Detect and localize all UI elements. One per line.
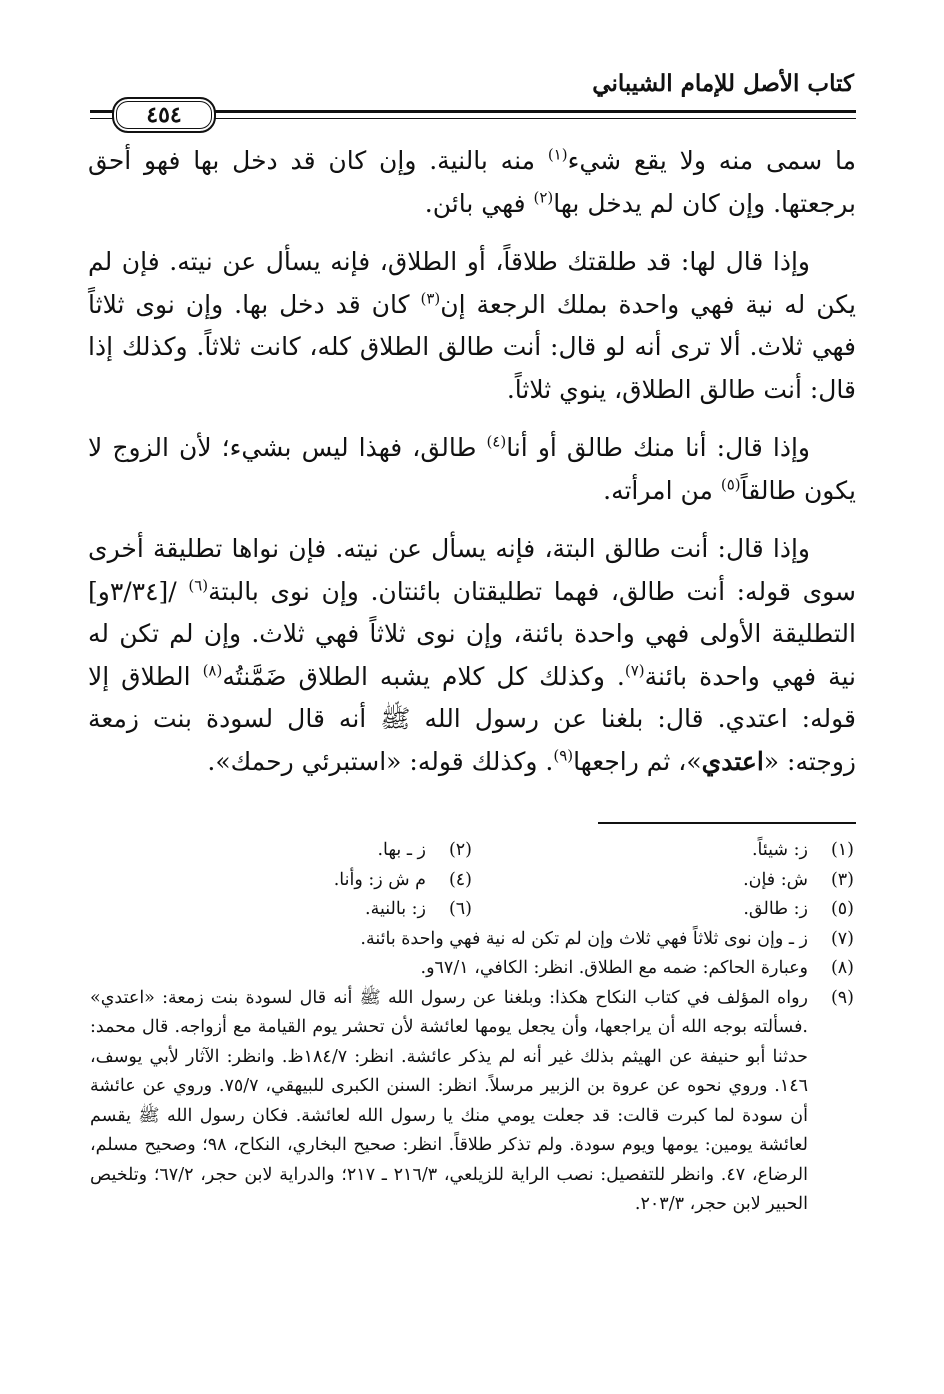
footnote-number: (٩) [830, 987, 854, 1008]
footnote-separator [598, 822, 856, 824]
footnote-8 [90, 954, 854, 984]
footnote-number: (٥) [830, 899, 854, 919]
footnote-ref: (٨) [202, 661, 223, 680]
footnote-7 [90, 925, 854, 955]
footnote-text: ش: فإن. [743, 869, 808, 890]
text-run: وإذا قال: أنت طالق البتة، فإنه يسأل عن نيته. فإن نواها تطليقة أخرى سوى قوله: أنت طالق، فهما تطليقتان بائنتان. وإن نوى بالبتة [88, 534, 856, 606]
text-run: ما سمى منه ولا يقع شيء [567, 146, 856, 175]
footnote-ref: (٢) [533, 188, 554, 207]
footnote-ref: (٦) [188, 576, 209, 595]
footnote-number: (١) [830, 840, 854, 860]
paragraph-4 [88, 528, 856, 783]
footnote-ref: (٩) [553, 746, 574, 765]
footnote-number: (٧) [830, 928, 854, 949]
footnote-ref: (١) [547, 145, 568, 164]
main-text [88, 140, 856, 799]
bold-quote: اعتدي [701, 746, 764, 776]
footnote-text: ز: طالق. [743, 899, 808, 919]
footnote-2 [90, 836, 472, 866]
footnote-number: (٢) [448, 840, 472, 860]
text-run: »، ثم راجعها [573, 746, 702, 776]
text-run: وإذا قال لها: قد طلقتك طلاقاً، أو الطلاق، فإنه يسأل عن نيته. فإن لم يكن له نية فهي واحدة بملك الرجعة إن [88, 247, 856, 319]
footnote-number: (٦) [448, 899, 472, 919]
footnote-6 [90, 895, 472, 925]
page-number: ٤٥٤ [146, 102, 182, 128]
text-run: طالق، فهذا ليس بشيء؛ لأن الزوج لا يكون طالقاً [88, 433, 856, 505]
footnote-text: رواه المؤلف في كتاب النكاح هكذا: وبلغنا عن رسول الله ﷺ أنه قال لسودة بنت زمعة: «اعتدي» .فسألته بوجه الله أن يراجعها، وأن يجعل يومها لعائشة لأن تحشر يوم القيامة مع أزواجه. قال محمد: حدثنا أبو حنيفة عن الهيثم بذلك غير أنه لم يذكر عائشة. انظر: ١٨٤/٧ظ. وانظر: الآثار لأبي يوسف، ١٤٦. وروي نحوه عن عروة بن الزبير مرسلاً. انظر: السنن الكبرى للبيهقي، ٧٥/٧. وروي عن عائشة أن سودة لما كبرت قالت: قد جعلت يومي منك يا رسول الله لعائشة. فكان رسول الله ﷺ يقسم لعائشة يومين: يومها ويوم سودة. ولم تذكر طلاقاً. انظر: صحيح البخاري، النكاح، ٩٨؛ وصحيح مسلم، الرضاع، ٤٧. وانظر للتفصيل: نصب الراية للزيلعي، ٢١٦/٣ ـ ٢١٧؛ والدراية لابن حجر، ٦٧/٢؛ وتلخيص الحبير لابن حجر، ٢٠٣/٣. [90, 987, 809, 1214]
text-run: . وكذلك كل كلام يشبه الطلاق ضَمَّنتُه [222, 661, 625, 691]
footnote-5 [472, 895, 854, 925]
footnote-number: (٨) [830, 958, 854, 978]
footnote-text: وعبارة الحاكم: ضمه مع الطلاق. انظر: الكافي، ٦٧/١و. [420, 958, 808, 978]
footnote-text: ز: شيئاً. [751, 840, 808, 860]
text-run: من امرأته. [603, 475, 721, 505]
text-run: وإذا قال: أنا منك طالق أو أنا [506, 433, 810, 462]
paragraph-3 [88, 427, 856, 512]
footnote-ref: (٣) [420, 289, 441, 308]
footnote-number: (٣) [830, 869, 854, 890]
paragraph-1 [88, 140, 856, 225]
text-run: منه بالنية. وإن كان قد دخل بها فهو أحق برجعتها. وإن كان لم يدخل بها [88, 146, 856, 218]
footnote-ref: (٥) [720, 475, 741, 494]
page-number-badge [112, 97, 216, 133]
running-head-title: كتاب الأصل للإمام الشيباني [592, 70, 854, 97]
footnote-number: (٤) [448, 869, 472, 890]
footnote-text: ز: بالنية. [365, 899, 426, 919]
footnote-3 [472, 866, 854, 896]
text-run: /[٣/٣٤و] التطليقة الأولى فهي واحدة بائنة، وإن نوى ثلاثاً فهي ثلاث. وإن لم تكن له نية فهي واحدة بائنة [88, 576, 856, 691]
footnote-1 [472, 836, 854, 866]
text-run: . وكذلك قوله: «استبرئي رحمك». [207, 746, 554, 776]
footnote-grid [90, 836, 854, 925]
text-run: الطلاق إلا قوله: اعتدي. قال: بلغنا عن رسول الله ﷺ أنه قال لسودة بنت زمعة زوجته: « [88, 661, 856, 776]
text-run: كان قد دخل بها. وإن نوى ثلاثاً فهي ثلاث. ألا ترى أنه لو قال: أنت طالق الطلاق كله، كانت ثلاثاً. وكذلك إذا قال: أنت طالق الطلاق، ينوي ثلاثاً. [88, 289, 856, 404]
footnote-text: ز ـ بها. [377, 840, 426, 860]
text-run: فهي بائن. [424, 188, 534, 218]
paragraph-2 [88, 241, 856, 411]
footnote-4 [90, 866, 472, 896]
footnote-ref: (٧) [624, 661, 645, 680]
footnote-text: ز ـ وإن نوى ثلاثاً فهي ثلاث وإن لم تكن له نية فهي واحدة بائنة. [360, 928, 808, 949]
footnote-ref: (٤) [486, 432, 507, 451]
footnote-9 [90, 984, 854, 1220]
footnote-text: م ش ز: وأنا. [333, 869, 426, 890]
footnotes [90, 836, 854, 1220]
